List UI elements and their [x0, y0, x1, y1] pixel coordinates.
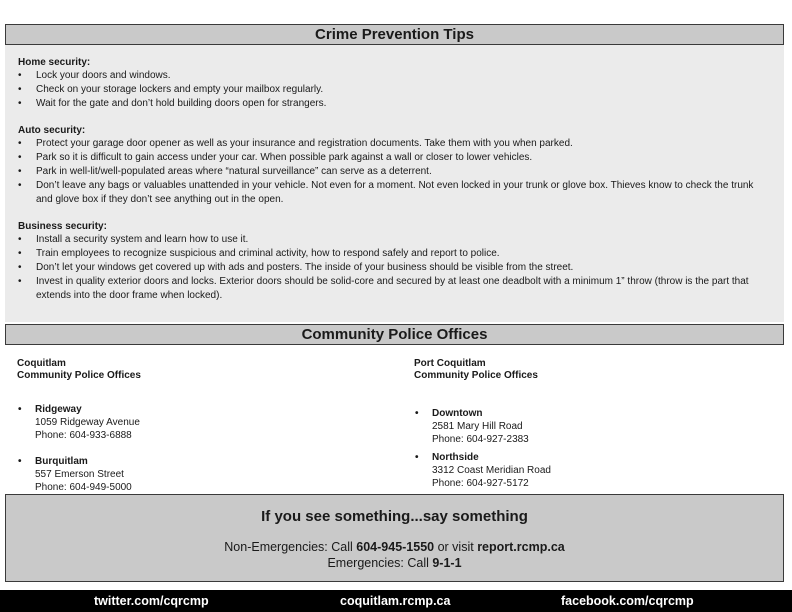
auto-security-section	[18, 125, 771, 207]
office-phone: Phone: 604-927-2383	[432, 434, 529, 445]
office-address: 557 Emerson Street	[35, 469, 124, 480]
office-phone: Phone: 604-933-6888	[35, 430, 132, 441]
tip-item: • Check on your storage lockers and empty your mailbox regularly.	[18, 83, 771, 97]
tip-item: • Install a security system and learn how to use it.	[18, 233, 771, 247]
office-address: 1059 Ridgeway Avenue	[35, 417, 140, 428]
office-name: • Downtown	[432, 408, 483, 419]
office-downtown	[414, 407, 774, 446]
section-title: Business security:	[18, 221, 107, 232]
section-title: Auto security:	[18, 125, 86, 136]
twitter-link[interactable]: twitter.com/cqrcmp	[94, 594, 209, 608]
crime-prevention-header: Crime Prevention Tips	[5, 24, 784, 45]
non-emergency-line	[6, 540, 783, 554]
non-emergency-prefix: Non-Emergencies: Call	[224, 540, 357, 554]
emergency-line	[6, 556, 783, 570]
office-address: 2581 Mary Hill Road	[432, 421, 523, 432]
office-name: • Ridgeway	[35, 404, 82, 415]
tip-item: • Train employees to recognize suspicious and criminal activity, how to respond safely and report to police.	[18, 247, 771, 261]
website-link[interactable]: coquitlam.rcmp.ca	[340, 594, 451, 608]
offices-subtitle: Community Police Offices	[414, 370, 538, 381]
home-security-section	[18, 57, 771, 111]
tip-item: • Park so it is difficult to gain access under your car. When possible park against a wall or closer to lower vehicles.	[18, 151, 771, 165]
emergency-phone: 9-1-1	[432, 556, 462, 570]
report-site-link[interactable]: report.rcmp.ca	[477, 540, 565, 554]
city-title: Port Coquitlam	[414, 358, 486, 369]
office-phone: Phone: 604-949-5000	[35, 482, 132, 493]
report-footer-panel	[5, 494, 784, 582]
business-security-section	[18, 221, 771, 303]
office-northside	[414, 451, 774, 490]
office-phone: Phone: 604-927-5172	[432, 478, 529, 489]
facebook-link[interactable]: facebook.com/cqrcmp	[561, 594, 694, 608]
tip-item: • Park in well-lit/well-populated areas where “natural surveillance” can serve as a deterrent.	[18, 165, 771, 179]
office-name: • Northside	[432, 452, 479, 463]
slogan: If you see something...say something	[261, 508, 528, 525]
tip-item: • Lock your doors and windows.	[18, 69, 771, 83]
tip-item: • Don’t leave any bags or valuables unattended in your vehicle. Not even for a moment. Not even locked in your trunk or glove box. Thieves know to check the trunk and glove box if they don’t see anything out in the open.	[18, 179, 771, 207]
offices-subtitle: Community Police Offices	[17, 370, 141, 381]
tip-item: • Invest in quality exterior doors and locks. Exterior doors should be solid-core and secured by at least one deadbolt with a minimum 1” throw (throw is the part that extends into the door frame when locked).	[18, 275, 771, 303]
social-links-bar	[0, 590, 792, 612]
port-coquitlam-offices	[414, 358, 774, 490]
community-police-offices-header: Community Police Offices	[5, 324, 784, 345]
office-name: • Burquitlam	[35, 456, 88, 467]
tip-item: • Don’t let your windows get covered up with ads and posters. The inside of your business should be visible from the street.	[18, 261, 771, 275]
section-title: Home security:	[18, 57, 91, 68]
office-ridgeway	[17, 403, 377, 442]
non-emergency-phone: 604-945-1550	[356, 540, 435, 554]
non-emergency-mid: or visit	[434, 540, 478, 554]
tip-item: • Wait for the gate and don’t hold building doors open for strangers.	[18, 97, 771, 111]
coquitlam-offices	[17, 358, 377, 494]
tip-item: • Protect your garage door opener as well as your insurance and registration documents. Take them with you when parked.	[18, 137, 771, 151]
office-address: 3312 Coast Meridian Road	[432, 465, 551, 476]
emergency-prefix: Emergencies: Call	[327, 556, 433, 570]
city-title: Coquitlam	[17, 358, 66, 369]
crime-prevention-panel	[5, 45, 784, 322]
office-burquitlam	[17, 455, 377, 494]
